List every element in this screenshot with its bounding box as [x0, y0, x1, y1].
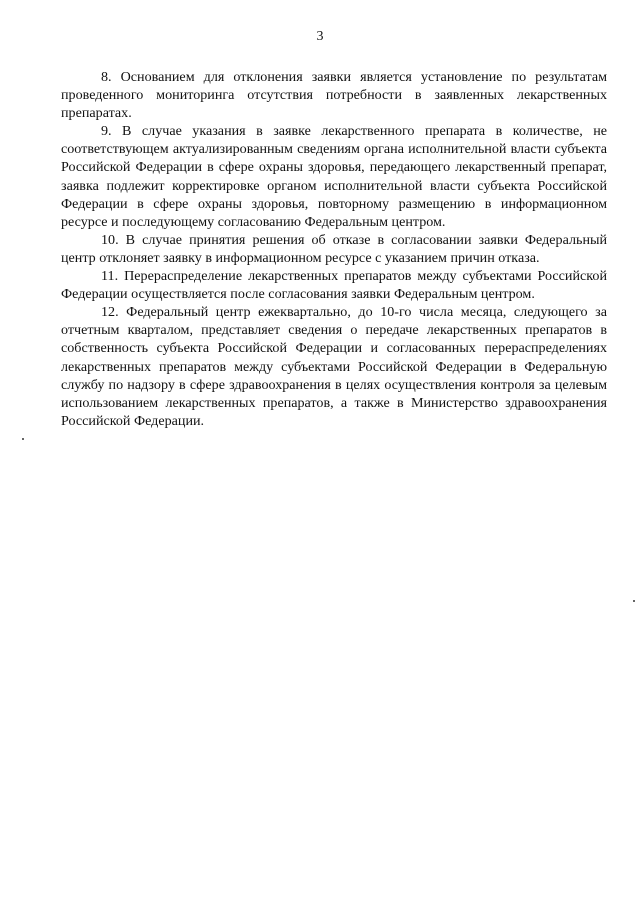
- scan-speck: [22, 438, 24, 440]
- paragraph-12: 12. Федеральный центр ежеквартально, до 10-го числа месяца, следующего за отчетным кварталом, представляет сведения о передаче лекарственных препаратов в собственность субъекта Российской Федерации и согласованных перераспределениях лекарственных препаратов между субъектами Российской Федерации в Федеральную службу по надзору в сфере здравоохранения в целях осуществления контроля за целевым использованием лекарственных препаратов, а также в Министерство здравоохранения Российской Федерации.: [61, 304, 607, 429]
- paragraph-11: 11. Перераспределение лекарственных препаратов между субъектами Российской Федерации осуществляется после согласования заявки Федеральным центром.: [61, 268, 607, 303]
- page-number: 3: [316, 29, 324, 44]
- scan-speck: [633, 600, 635, 602]
- paragraph-9: 9. В случае указания в заявке лекарственного препарата в количестве, не соответствующем актуализированным сведениям органа исполнительной власти субъекта Российской Федерации в сфере охраны здоровья, передающего лекарственный препарат, заявка подлежит корректировке органом исполнительной власти субъекта Российской Федерации в сфере охраны здоровья, повторному размещению в информационном ресурсе и последующему согласованию Федеральным центром.: [61, 123, 607, 230]
- paragraph-10: 10. В случае принятия решения об отказе в согласовании заявки Федеральный центр отклоняет заявку в информационном ресурсе с указанием причин отказа.: [61, 231, 607, 266]
- document-body: [61, 68, 607, 430]
- paragraph-8: 8. Основанием для отклонения заявки является установление по результатам проведенного мониторинга отсутствия потребности в заявленных лекарственных препаратах.: [61, 69, 607, 122]
